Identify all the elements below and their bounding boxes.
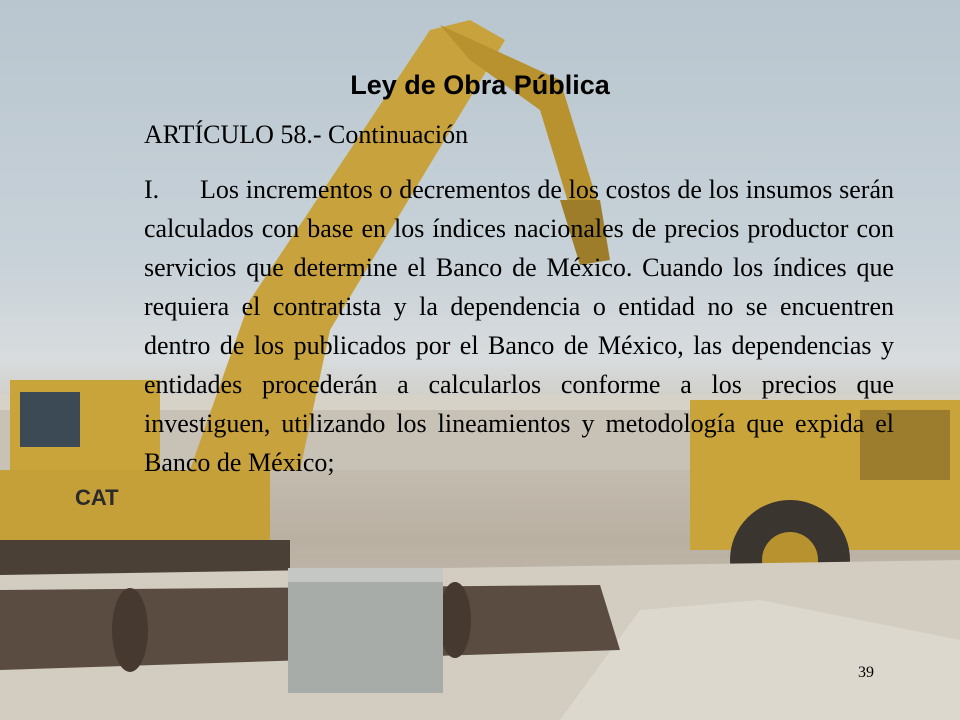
excavator-cab-window	[20, 392, 80, 447]
slide-title: Ley de Obra Pública	[350, 70, 610, 100]
article-paragraph	[144, 170, 894, 482]
metal-box	[288, 575, 443, 693]
pipe-joint-2	[439, 582, 471, 658]
pipe-joint	[112, 588, 148, 672]
paragraph-text: Los incrementos o decrementos de los costos de los insumos serán calculados con base en los índices nacionales de precios productor con servicios que determine el Banco de México. Cuando los índices que requiera el contratista y la dependencia o entidad no se encuentren dentro de los publicados por el Banco de México, las dependencias y entidades procederán a calcularlos conforme a los precios que investiguen, utilizando los lineamientos y metodología que expida el Banco de México;	[144, 175, 894, 477]
metal-box-lid	[288, 568, 443, 582]
list-marker: I.	[144, 175, 160, 204]
page-number: 39	[858, 664, 874, 681]
excavator-tracks	[0, 540, 290, 575]
article-heading: ARTÍCULO 58.- Continuación	[144, 120, 469, 149]
cat-logo-text: CAT	[75, 485, 119, 510]
